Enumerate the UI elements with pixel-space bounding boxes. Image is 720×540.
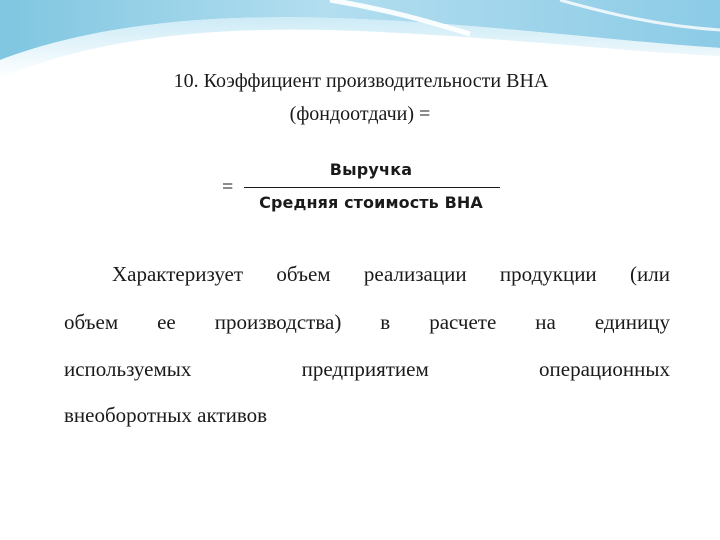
- fraction-line: [244, 187, 500, 188]
- formula: [220, 160, 510, 220]
- equals-sign: =: [222, 176, 234, 198]
- slide-title-line2: (фондоотдачи) =: [289, 103, 431, 125]
- slide-title-line1: 10. Коэффициент производительности ВНА: [173, 70, 549, 92]
- formula-numerator: Выручка: [329, 160, 413, 179]
- body-text-line-1: Характеризует объем реализации продукции (или: [112, 262, 670, 286]
- body-text-line-4: внеоборотных активов: [64, 403, 268, 427]
- body-text-line-2: объем ее производства) в расчете на единицу: [64, 310, 670, 334]
- formula-denominator: Средняя стоимость ВНА: [259, 193, 483, 212]
- body-text-line-3: используемых предприятием операционных: [64, 357, 670, 381]
